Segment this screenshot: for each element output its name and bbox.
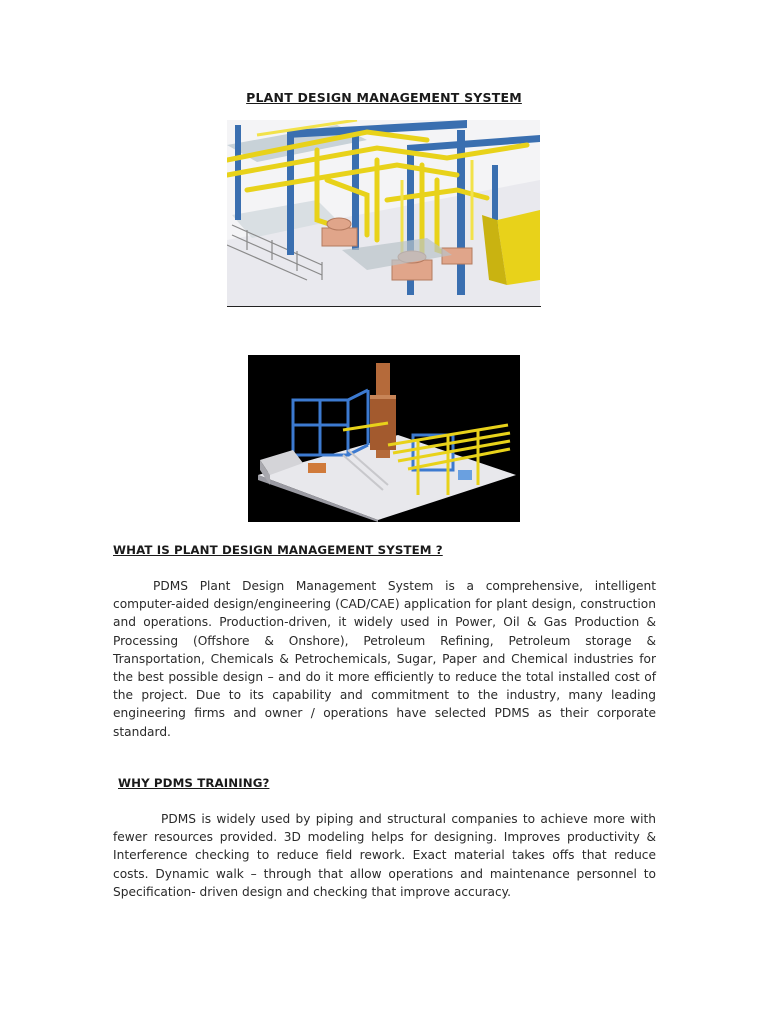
page-title: PLANT DESIGN MANAGEMENT SYSTEM bbox=[246, 90, 522, 105]
section-heading-why-pdms-training: WHY PDMS TRAINING? bbox=[118, 776, 270, 790]
image-underline bbox=[227, 306, 541, 307]
plant-model-image-2 bbox=[248, 355, 520, 522]
plant-model-image-1 bbox=[227, 120, 540, 306]
section-body-why-pdms-training: PDMS is widely used by piping and structural companies to achieve more with fewer resources provided. 3D modeling helps for designing. Improves productivity & Interference checking to reduce field rework. Exact material takes offs that reduce costs. Dynamic walk – through that allow operations and maintenance personnel to Specification- driven design and checking that improve accuracy. bbox=[113, 812, 656, 899]
section-heading-what-is-pdms: WHAT IS PLANT DESIGN MANAGEMENT SYSTEM ? bbox=[113, 543, 443, 557]
section-body-what-is-pdms: PDMS Plant Design Management System is a comprehensive, intelligent computer-aided design/engineering (CAD/CAE) application for plant design, construction and operations. Production-driven, it widely used in Power, Oil & Gas Production & Processing (Offshore & Onshore), Petroleum Refining, Petroleum storage & Transportation, Chemicals & Petrochemicals, Sugar, Paper and Chemical industries for the best possible design – and do it more efficiently to reduce the total installed cost of the project. Due to its capability and commitment to the industry, many leading engineering firms and owner / operations have selected PDMS as their corporate standard. bbox=[113, 579, 656, 739]
